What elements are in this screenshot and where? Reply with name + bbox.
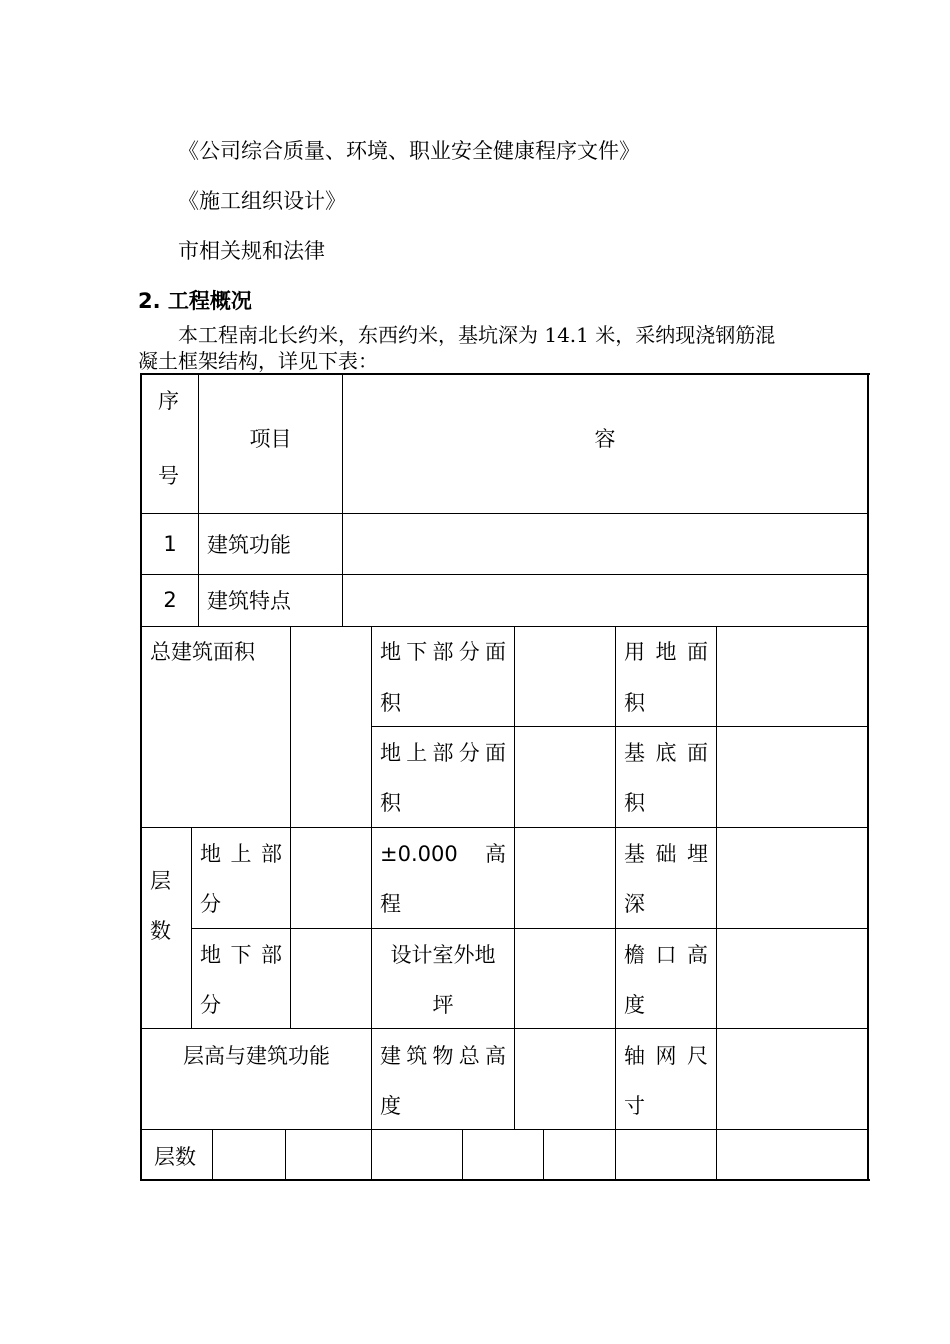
above-ground-floors-2: 分 <box>200 892 221 916</box>
outdoor-grade-label-2: 坪 <box>432 993 454 1017</box>
last-row-floors-label: 层数 <box>154 1145 196 1169</box>
header-item: 项目 <box>249 427 292 451</box>
row-2-label: 建筑特点 <box>207 589 291 613</box>
land-area-label-2: 积 <box>624 691 645 715</box>
grid-size-label-1: 轴 网 尺 <box>624 1044 708 1068</box>
row-2-no: 2 <box>163 588 177 612</box>
total-height-label-1: 建 筑 物 总 高 <box>380 1044 506 1068</box>
elevation-label-1: ±0.000 高 <box>380 842 506 866</box>
floors-label-1: 层 <box>150 869 171 893</box>
land-area-label-1: 用 地 面 <box>624 640 708 664</box>
total-height-label-2: 度 <box>380 1094 401 1118</box>
foundation-depth-label-2: 深 <box>624 892 645 916</box>
row-1-label: 建筑功能 <box>207 533 291 557</box>
floors-label-2: 数 <box>150 919 171 943</box>
underground-area-label-2: 积 <box>380 691 401 715</box>
elevation-label-2: 程 <box>380 892 401 916</box>
eave-height-label-2: 度 <box>624 993 645 1017</box>
reference-laws: 市相关规和法律 <box>178 239 325 263</box>
below-ground-floors-1: 地 下 部 <box>200 943 282 967</box>
base-area-label-2: 积 <box>624 791 645 815</box>
intro-paragraph <box>138 322 850 374</box>
grid-size-label-2: 寸 <box>624 1094 645 1118</box>
foundation-depth-label-1: 基 础 埋 <box>624 842 708 866</box>
total-area-label: 总建筑面积 <box>150 640 255 664</box>
intro-line-2: 凝土框架结构，详见下表： <box>138 349 378 373</box>
underground-area-label-1: 地 下 部 分 面 <box>380 640 506 664</box>
section-heading: 2. 工程概况 <box>138 289 252 313</box>
row-1-no: 1 <box>163 532 177 556</box>
floor-height-function-label: 层高与建筑功能 <box>183 1044 330 1068</box>
base-area-label-1: 基 底 面 <box>624 741 708 765</box>
header-seq-char-2: 号 <box>158 464 179 488</box>
eave-height-label-1: 檐 口 高 <box>624 943 708 967</box>
aboveground-area-label-2: 积 <box>380 791 401 815</box>
below-ground-floors-2: 分 <box>200 993 221 1017</box>
reference-quality-procedures: 《公司综合质量、环境、职业安全健康程序文件》 <box>178 139 640 163</box>
reference-construction-design: 《施工组织设计》 <box>178 189 346 213</box>
outdoor-grade-label-1: 设计室外地 <box>390 943 496 967</box>
header-seq-char-1: 序 <box>158 389 179 413</box>
above-ground-floors-1: 地 上 部 <box>200 842 282 866</box>
aboveground-area-label-1: 地 上 部 分 面 <box>380 741 506 765</box>
intro-line-1: 本工程南北长约米，东西约米，基坑深为 14.1 米，采纳现浇钢筋混 <box>178 323 776 347</box>
header-content: 容 <box>594 427 616 451</box>
